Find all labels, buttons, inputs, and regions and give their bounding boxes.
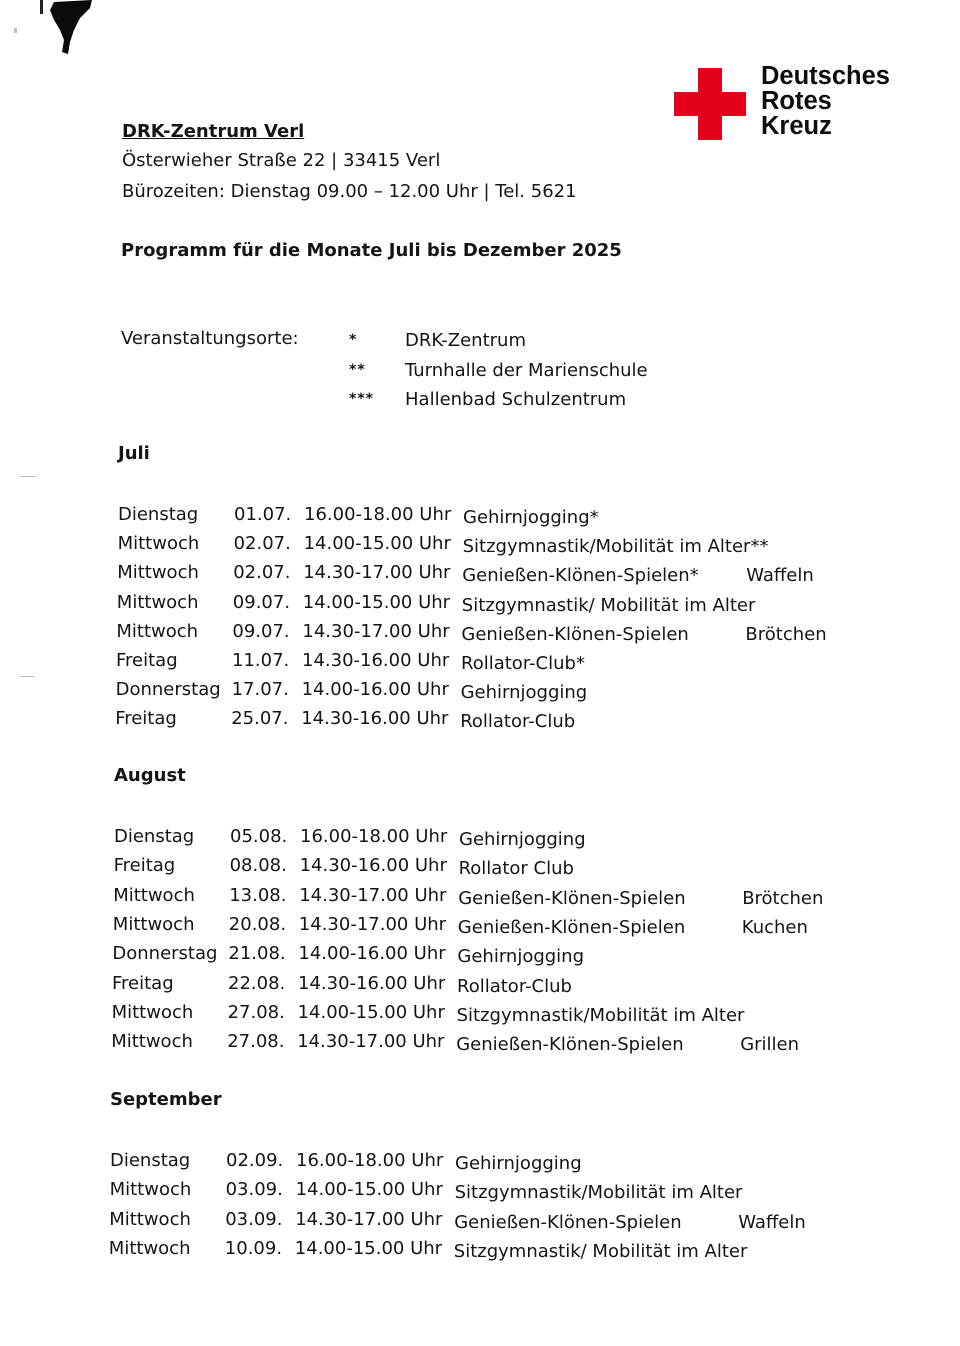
event-row <box>116 621 836 647</box>
event-time: 16.00-18.00 Uhr <box>300 826 448 847</box>
event-day: Mittwoch <box>112 914 195 935</box>
event-time: 14.30-17.00 Uhr <box>302 621 450 642</box>
logo-line-2: Rotes <box>761 87 832 115</box>
event-time: 16.00-18.00 Uhr <box>304 504 452 525</box>
venue-mark: ** <box>349 362 366 378</box>
org-address: Österwieher Straße 22 | 33415 Verl <box>122 150 441 171</box>
event-food: Kuchen <box>741 917 808 938</box>
event-time: 14.00-15.00 Uhr <box>294 1238 443 1259</box>
event-time: 14.30-17.00 Uhr <box>297 1031 445 1052</box>
event-row <box>116 679 836 705</box>
event-time: 14.30-16.00 Uhr <box>301 708 449 729</box>
event-food: Brötchen <box>745 624 827 645</box>
event-activity: Rollator-Club <box>457 976 572 997</box>
event-food: Brötchen <box>742 888 824 909</box>
event-time: 14.30-17.00 Uhr <box>303 562 451 583</box>
month-heading: Juli <box>118 443 150 464</box>
event-food: Waffeln <box>746 565 814 586</box>
event-time: 14.30-16.00 Uhr <box>302 650 450 671</box>
event-date: 13.08. <box>229 885 287 906</box>
event-row <box>118 533 838 559</box>
event-day: Freitag <box>112 973 174 994</box>
event-activity: Genießen-Klönen-Spielen <box>457 917 686 938</box>
event-day: Mittwoch <box>111 1002 194 1023</box>
event-row <box>115 708 835 734</box>
event-activity: Genießen-Klönen-Spielen <box>458 888 686 909</box>
event-date: 09.07. <box>232 621 290 642</box>
event-time: 14.30-16.00 Uhr <box>299 855 447 876</box>
org-name: DRK-Zentrum Verl <box>122 121 305 142</box>
event-date: 09.07. <box>232 592 291 613</box>
event-activity: Genießen-Klönen-Spielen <box>454 1212 682 1233</box>
venues-label: Veranstaltungsorte: <box>121 328 299 349</box>
event-activity: Genießen-Klönen-Spielen* <box>462 565 699 586</box>
month-heading: August <box>114 765 186 786</box>
event-row <box>109 1209 829 1235</box>
logo-wordmark <box>761 64 890 139</box>
event-day: Freitag <box>116 650 178 671</box>
event-day: Dienstag <box>114 826 195 847</box>
event-day: Mittwoch <box>113 885 195 906</box>
event-row <box>112 943 832 969</box>
event-activity: Gehirnjogging <box>460 682 588 703</box>
venue-name: Hallenbad Schulzentrum <box>405 389 627 410</box>
event-date: 20.08. <box>228 914 287 935</box>
event-day: Mittwoch <box>117 533 200 554</box>
event-day: Mittwoch <box>116 592 199 613</box>
venue-mark: * <box>349 332 358 348</box>
event-day: Freitag <box>113 855 176 876</box>
event-day: Freitag <box>115 708 177 729</box>
event-day: Mittwoch <box>117 562 199 583</box>
event-row <box>117 592 837 618</box>
event-activity: Gehirnjogging* <box>463 507 599 528</box>
program-title: Programm für die Monate Juli bis Dezember 2025 <box>121 240 622 261</box>
event-date: 02.07. <box>233 533 291 554</box>
ink-blot <box>40 0 98 56</box>
event-activity: Gehirnjogging <box>455 1153 582 1174</box>
event-date: 03.09. <box>225 1179 283 1200</box>
event-row <box>114 826 834 852</box>
logo-line-1: Deutsches <box>761 62 890 90</box>
venue-name: Turnhalle der Marienschule <box>405 360 648 381</box>
event-activity: Rollator-Club* <box>461 653 585 674</box>
event-row <box>114 855 834 881</box>
event-day: Donnerstag <box>115 679 221 700</box>
event-date: 05.08. <box>230 826 288 847</box>
event-date: 11.07. <box>232 650 290 671</box>
event-date: 01.07. <box>234 504 292 525</box>
event-date: 02.09. <box>226 1150 284 1171</box>
drk-logo <box>674 64 924 148</box>
event-day: Mittwoch <box>109 1179 192 1200</box>
event-activity: Rollator-Club <box>460 711 576 732</box>
event-row <box>112 973 832 999</box>
event-time: 14.00-15.00 Uhr <box>297 1002 445 1023</box>
event-activity: Sitzgymnastik/Mobilität im Alter <box>454 1182 743 1203</box>
event-row <box>109 1238 829 1264</box>
venue-name: DRK-Zentrum <box>405 330 526 351</box>
event-date: 08.08. <box>229 855 287 876</box>
event-row <box>117 562 837 588</box>
logo-line-3: Kreuz <box>761 112 832 140</box>
event-time: 14.00-15.00 Uhr <box>295 1179 443 1200</box>
scan-speck <box>20 476 36 477</box>
event-row <box>113 914 833 940</box>
event-row <box>111 1031 831 1057</box>
event-day: Dienstag <box>118 504 199 525</box>
scan-speck <box>14 28 17 33</box>
event-time: 14.00-15.00 Uhr <box>303 533 451 554</box>
event-date: 02.07. <box>233 562 291 583</box>
event-day: Dienstag <box>110 1150 191 1171</box>
event-time: 14.00-16.00 Uhr <box>298 943 446 964</box>
event-activity: Rollator Club <box>458 858 574 879</box>
event-row <box>116 650 836 676</box>
event-day: Donnerstag <box>112 943 218 964</box>
event-time: 14.00-15.00 Uhr <box>302 592 451 613</box>
event-row <box>110 1150 830 1176</box>
event-date: 21.08. <box>228 943 286 964</box>
event-date: 27.08. <box>227 1002 285 1023</box>
event-food: Waffeln <box>738 1212 806 1233</box>
event-time: 14.30-17.00 Uhr <box>298 914 447 935</box>
event-date: 17.07. <box>231 679 289 700</box>
event-activity: Sitzgymnastik/ Mobilität im Alter <box>461 595 756 616</box>
event-activity: Sitzgymnastik/Mobilität im Alter** <box>462 536 769 557</box>
event-row <box>110 1179 830 1205</box>
event-date: 22.08. <box>228 973 286 994</box>
event-date: 27.08. <box>227 1031 285 1052</box>
event-date: 25.07. <box>231 708 289 729</box>
month-heading: September <box>110 1089 222 1110</box>
event-food: Grillen <box>740 1034 800 1055</box>
event-activity: Genießen-Klönen-Spielen <box>461 624 689 645</box>
event-time: 14.30-17.00 Uhr <box>295 1209 443 1230</box>
event-time: 16.00-18.00 Uhr <box>296 1150 444 1171</box>
red-cross-icon <box>674 68 746 140</box>
office-hours: Bürozeiten: Dienstag 09.00 – 12.00 Uhr | Tel. 5621 <box>122 181 577 202</box>
event-activity: Genießen-Klönen-Spielen <box>456 1034 684 1055</box>
event-day: Mittwoch <box>109 1209 191 1230</box>
event-activity: Sitzgymnastik/ Mobilität im Alter <box>453 1241 748 1262</box>
event-date: 10.09. <box>224 1238 283 1259</box>
event-day: Mittwoch <box>108 1238 191 1259</box>
event-activity: Gehirnjogging <box>459 829 586 850</box>
event-activity: Gehirnjogging <box>457 946 585 967</box>
event-day: Mittwoch <box>111 1031 193 1052</box>
event-time: 14.30-17.00 Uhr <box>299 885 447 906</box>
event-day: Mittwoch <box>116 621 199 642</box>
event-time: 14.30-16.00 Uhr <box>298 973 446 994</box>
event-row <box>112 1002 832 1028</box>
event-activity: Sitzgymnastik/Mobilität im Alter <box>456 1005 745 1026</box>
venue-mark: *** <box>349 391 374 407</box>
scan-speck <box>20 676 34 677</box>
event-row <box>113 885 833 911</box>
event-time: 14.00-16.00 Uhr <box>301 679 449 700</box>
event-row <box>118 504 838 530</box>
event-date: 03.09. <box>225 1209 283 1230</box>
